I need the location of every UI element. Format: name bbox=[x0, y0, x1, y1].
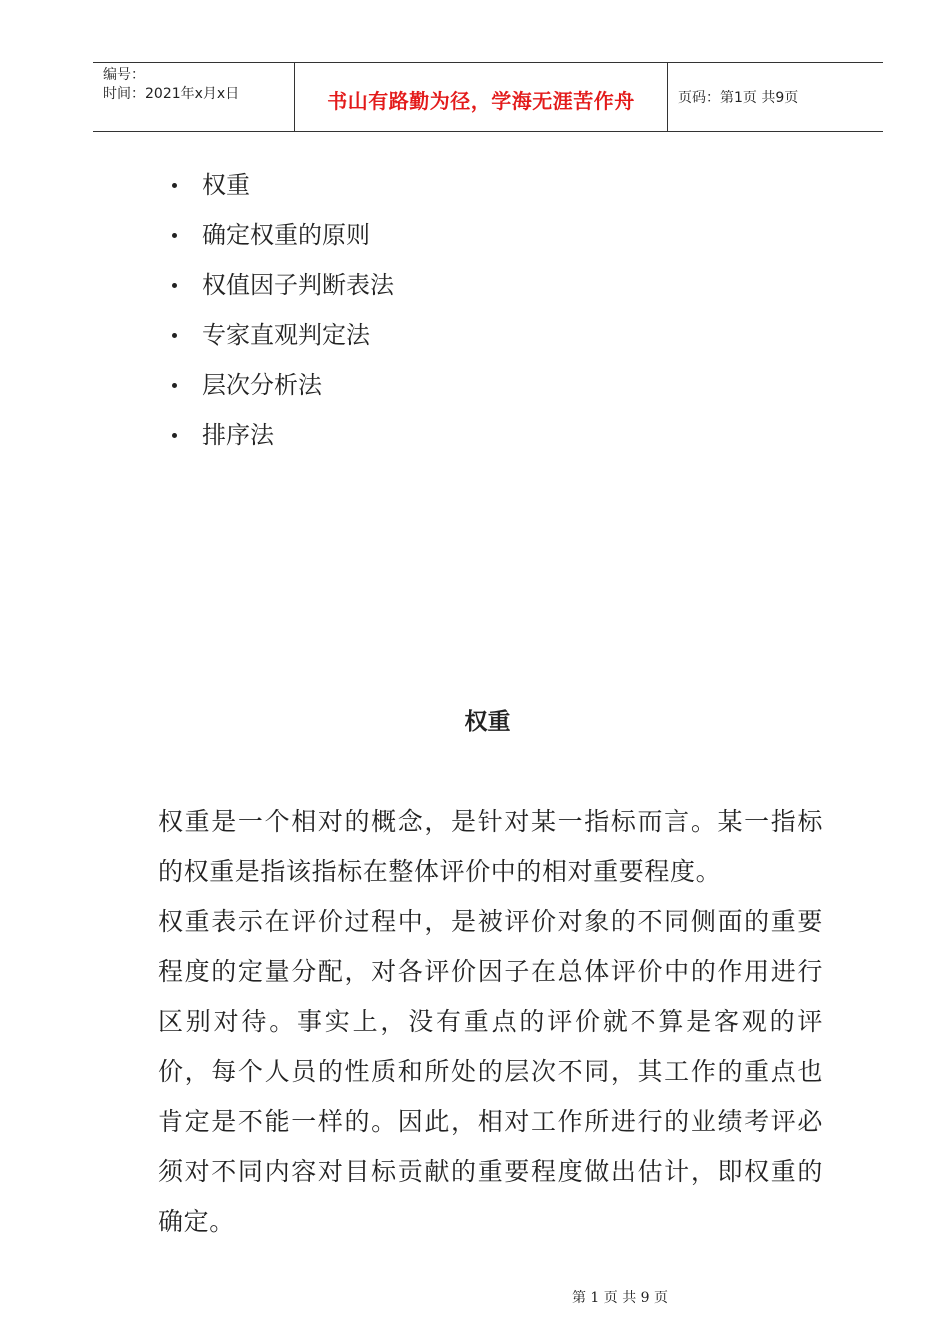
header-motto: 书山有路勤为径，学海无涯苦作舟 bbox=[327, 88, 635, 113]
bullet-icon bbox=[172, 283, 177, 288]
list-item-label: 专家直观判定法 bbox=[202, 321, 370, 349]
list-item-label: 确定权重的原则 bbox=[202, 221, 370, 249]
section-title: 权重 bbox=[464, 709, 511, 735]
header-page-cell bbox=[668, 63, 883, 131]
list-item-label: 排序法 bbox=[202, 421, 274, 449]
list-item-label: 层次分析法 bbox=[202, 371, 322, 399]
section-body bbox=[158, 797, 823, 1247]
page-footer: 第 1 页 共 9 页 bbox=[571, 1290, 669, 1306]
header-meta-cell bbox=[93, 63, 295, 131]
list-item bbox=[170, 260, 394, 310]
bullet-icon bbox=[172, 183, 177, 188]
list-item-label: 权重 bbox=[202, 171, 250, 199]
list-item bbox=[170, 360, 394, 410]
paragraph: 权重表示在评价过程中，是被评价对象的不同侧面的重要程度的定量分配，对各评价因子在总体评价中的作用进行区别对待。事实上，没有重点的评价就不算是客观的评价，每个人员的性质和所处的层次不同，其工作的重点也肯定是不能一样的。因此，相对工作所进行的业绩考评必须对不同内容对目标贡献的重要程度做出估计，即权重的确定。 bbox=[158, 907, 823, 1236]
bullet-icon bbox=[172, 383, 177, 388]
list-item bbox=[170, 160, 394, 210]
number-label: 编号： bbox=[103, 67, 145, 83]
bullet-icon bbox=[172, 433, 177, 438]
time-label: 时间：2021年x月x日 bbox=[103, 86, 240, 102]
paragraph: 权重是一个相对的概念，是针对某一指标而言。某一指标的权重是指该指标在整体评价中的相对重要程度。 bbox=[158, 807, 823, 886]
page-header bbox=[93, 62, 883, 132]
bullet-icon bbox=[172, 333, 177, 338]
list-item-label: 权值因子判断表法 bbox=[202, 271, 394, 299]
header-page-info: 页码：第1页 共9页 bbox=[678, 90, 799, 106]
bullet-icon bbox=[172, 233, 177, 238]
list-item bbox=[170, 410, 394, 460]
topic-list bbox=[170, 160, 394, 460]
list-item bbox=[170, 310, 394, 360]
list-item bbox=[170, 210, 394, 260]
header-motto-cell bbox=[295, 63, 668, 131]
